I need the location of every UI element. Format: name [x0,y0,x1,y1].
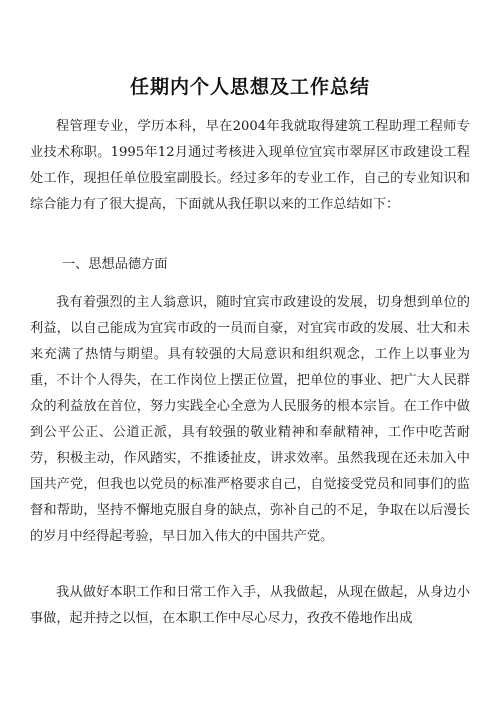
work-paragraph: 我从做好本职工作和日常工作入手，从我做起，从现在做起，从身边小事做，起并持之以恒，在本职工作中尽心尽力，孜孜不倦地作出成 [30,585,470,626]
intro-paragraph: 程管理专业，学历本科，早在2004年我就取得建筑工程助理工程师专业技术称职。1995年12月通过考核进入现单位宜宾市翠屏区市政建设工程处工作，现担任单位股室副股长。经过多年的专业工作，自己的专业知识和综合能力有了很大提高，下面就从我任职以来的工作总结如下： [30,119,470,212]
section-heading-ideology: 一、思想品德方面 [62,257,168,272]
ideology-paragraph: 我有着强烈的主人翁意识，随时宜宾市政建设的发展，切身想到单位的利益，以自己能成为宜宾市政的一员而自豪，对宜宾市政的发展、壮大和未来充满了热情与期望。具有较强的大局意识和组织观念，工作上以事业为重，不计个人得失，在工作岗位上摆正位置，把单位的事业、把广大人民群众的利益放在首位，努力实践全心全意为人民服务的根本宗旨。在工作中做到公平公正、公道正派，具有较强的敬业精神和奉献精神，工作中吃苦耐劳，积极主动，作风踏实，不推诿扯皮，讲求效率。虽然我现在还未加入中国共产党，但我也以党员的标准严格要求自己，自觉接受党员和同事们的监督和帮助，坚持不懈地克服自身的缺点，弥补自己的不足，争取在以后漫长的岁月中经得起考验，早日加入伟大的中国共产党。 [30,295,470,544]
document-title: 任期内个人思想及工作总结 [129,76,370,98]
